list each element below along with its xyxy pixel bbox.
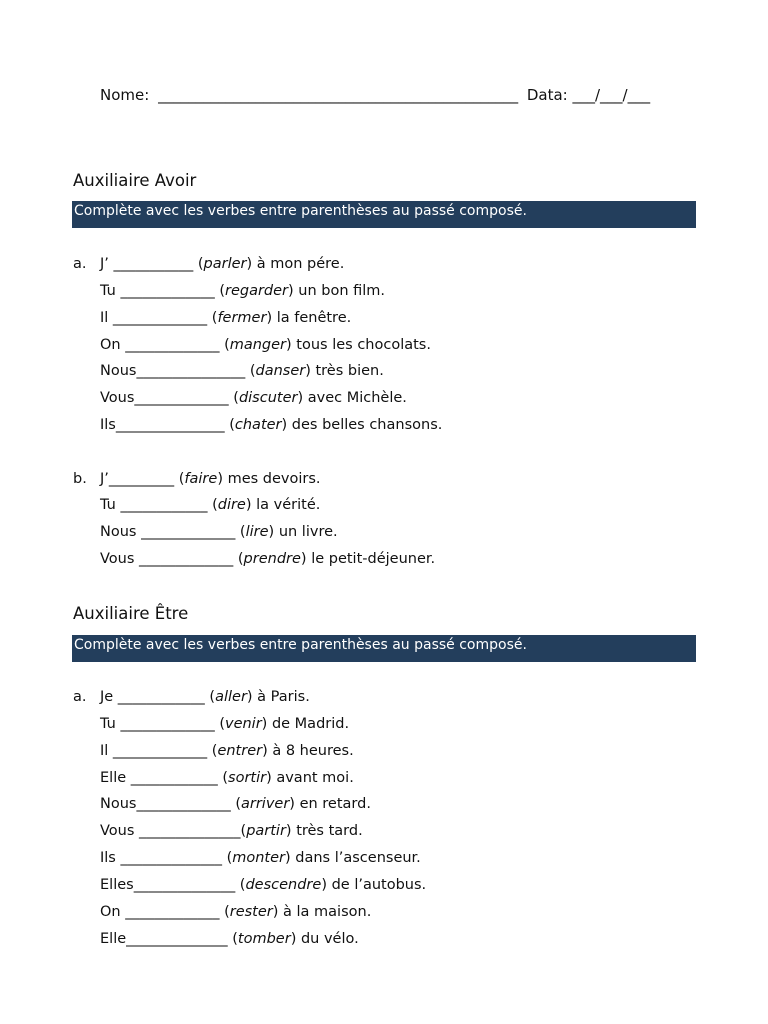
exercise-row: Vous _____________ (prendre) le petit-déjeuner. xyxy=(100,551,436,567)
exercise-letter: a. xyxy=(73,256,87,272)
section-title-etre: Auxiliaire Être xyxy=(73,604,189,623)
exercise-row: On _____________ (manger) tous les chocolats. xyxy=(100,337,431,353)
verb: fermer xyxy=(217,310,267,326)
exercise-row: Tu ____________ (dire) la vérité. xyxy=(100,497,321,513)
exercise-row: Vous_____________ (discuter) avec Michèle. xyxy=(100,390,407,406)
verb: entrer xyxy=(217,743,263,759)
exercise-row: Je ____________ (aller) à Paris. xyxy=(100,689,310,705)
verb: sortir xyxy=(228,770,267,786)
exercise-row: Elles______________ (descendre) de l’autobus. xyxy=(100,877,427,893)
verb: tomber xyxy=(237,931,291,947)
instruction-banner-avoir: Complète avec les verbes entre parenthèses au passé composé. xyxy=(72,201,696,228)
verb: manger xyxy=(229,337,287,353)
exercise-row: Vous ______________(partir) très tard. xyxy=(100,823,363,839)
verb: venir xyxy=(224,716,262,732)
exercise-row: Elle ____________ (sortir) avant moi. xyxy=(100,770,354,786)
verb: chater xyxy=(234,417,282,433)
exercise-row: Ils ______________ (monter) dans l’ascenseur. xyxy=(100,850,421,866)
exercise-row: Nous_____________ (arriver) en retard. xyxy=(100,796,371,812)
header-line xyxy=(100,86,668,104)
name-label: Nome: xyxy=(100,86,150,104)
exercise-row: Tu _____________ (venir) de Madrid. xyxy=(100,716,350,732)
verb: dire xyxy=(217,497,246,513)
verb: prendre xyxy=(243,551,301,567)
verb: rester xyxy=(229,904,273,920)
exercise-letter: a. xyxy=(73,689,87,705)
exercise-letter: b. xyxy=(73,471,87,487)
verb: partir xyxy=(246,823,286,839)
verb: faire xyxy=(184,471,218,487)
verb: arriver xyxy=(240,796,290,812)
exercise-row: Elle______________ (tomber) du vélo. xyxy=(100,931,359,947)
verb: monter xyxy=(232,850,286,866)
exercise-row: Il _____________ (fermer) la fenêtre. xyxy=(100,310,352,326)
verb: descendre xyxy=(245,877,322,893)
date-label: Data: ___/___/___ xyxy=(526,86,651,104)
exercise-row: Nous _____________ (lire) un livre. xyxy=(100,524,338,540)
section-title-avoir: Auxiliaire Avoir xyxy=(73,171,197,190)
exercise-row: Il _____________ (entrer) à 8 heures. xyxy=(100,743,354,759)
exercise-row: J’_________ (faire) mes devoirs. xyxy=(100,471,321,487)
exercise-row: Ils_______________ (chater) des belles chansons. xyxy=(100,417,443,433)
verb: parler xyxy=(203,256,247,272)
exercise-row: J’ ___________ (parler) à mon pére. xyxy=(100,256,345,272)
exercise-row: Tu _____________ (regarder) un bon film. xyxy=(100,283,386,299)
name-blank: ________________________________________________ xyxy=(158,86,519,104)
instruction-banner-etre: Complète avec les verbes entre parenthèses au passé composé. xyxy=(72,635,696,662)
verb: lire xyxy=(245,524,269,540)
verb: danser xyxy=(255,363,306,379)
exercise-row: Nous_______________ (danser) très bien. xyxy=(100,363,384,379)
exercise-row: On _____________ (rester) à la maison. xyxy=(100,904,372,920)
verb: discuter xyxy=(238,390,298,406)
verb: aller xyxy=(215,689,247,705)
verb: regarder xyxy=(224,283,289,299)
